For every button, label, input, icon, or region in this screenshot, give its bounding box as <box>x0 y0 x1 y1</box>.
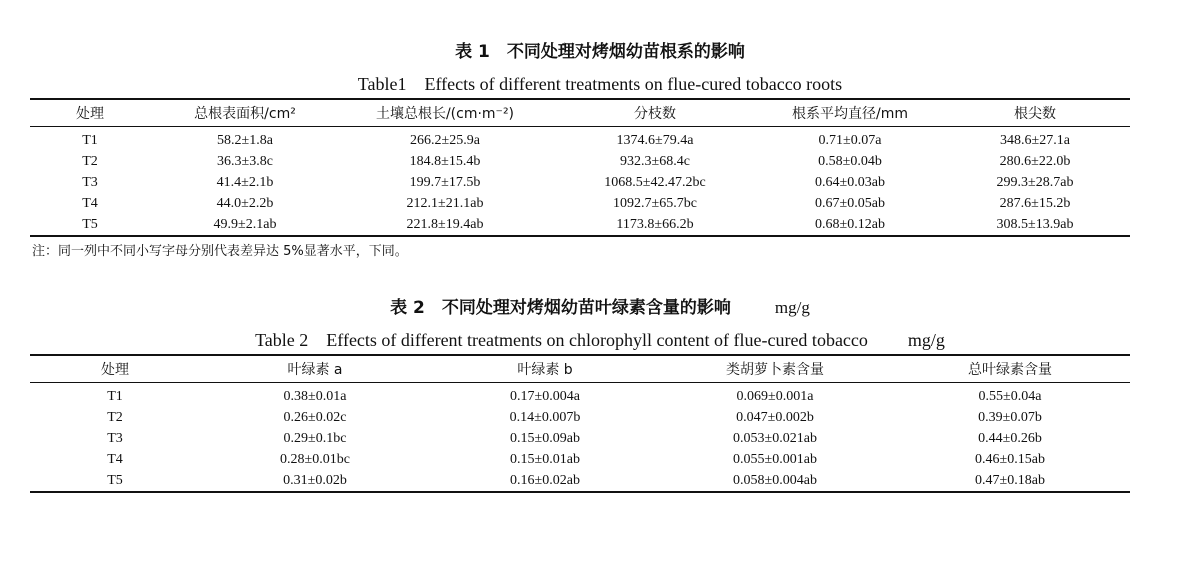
table-cell: 348.6±27.1a <box>1000 132 1070 148</box>
table2-caption-cn-unit: mg/g <box>774 298 810 317</box>
table-cell: T5 <box>30 214 150 236</box>
table1-caption-en: Table1 Effects of different treatments on flue-cured tobacco roots <box>357 74 843 94</box>
table-cell: 0.14±0.007b <box>509 409 581 425</box>
table-cell: 0.38±0.01a <box>283 388 347 404</box>
table-cell: T2 <box>107 409 123 425</box>
table-cell: 0.058±0.004ab <box>660 470 890 492</box>
table-cell: 0.17±0.004a <box>510 388 580 404</box>
table2 <box>30 354 1130 493</box>
table-cell: 0.47±0.18ab <box>890 470 1130 492</box>
table1-header-root-length: 土壤总根长/(cm·m⁻²) <box>340 99 550 127</box>
table2-header-treatment: 处理 <box>30 355 200 383</box>
table-cell: 1068.5±42.47.2bc <box>604 174 706 190</box>
table-cell: 44.0±2.2b <box>216 195 274 211</box>
table-row <box>30 383 1130 408</box>
table-cell: 0.047±0.002b <box>736 409 814 425</box>
table-cell: T1 <box>107 388 123 404</box>
table1-caption-cn: 表 1 不同处理对烤烟幼苗根系的影响 <box>455 42 745 62</box>
table-cell: 0.15±0.09ab <box>510 430 580 446</box>
table-row <box>30 151 1130 172</box>
table-cell: 36.3±3.8c <box>217 153 273 169</box>
table-cell: T2 <box>82 153 98 169</box>
table-row <box>30 449 1130 470</box>
table-cell: 221.8±19.4ab <box>340 214 550 236</box>
table-row <box>30 127 1130 152</box>
table-cell: 0.069±0.001a <box>736 388 814 404</box>
table-cell: 0.31±0.02b <box>200 470 430 492</box>
table-cell: 280.6±22.0b <box>999 153 1071 169</box>
table-cell: 0.39±0.07b <box>978 409 1042 425</box>
table-cell: 266.2±25.9a <box>410 132 480 148</box>
table-cell: T3 <box>82 174 98 190</box>
table-cell: 0.58±0.04b <box>818 153 882 169</box>
table-cell: T3 <box>107 430 123 446</box>
table2-header-carotenoid: 类胡萝卜素含量 <box>660 355 890 383</box>
table-cell: 0.055±0.001ab <box>733 451 817 467</box>
table-cell: 0.29±0.1bc <box>283 430 347 446</box>
table2-caption-en-text: Table 2 Effects of different treatments on chlorophyll content of flue-cured tobacco <box>255 330 868 350</box>
table-cell: T4 <box>107 451 123 467</box>
table2-header-chlorophyll-a: 叶绿素 a <box>200 355 430 383</box>
table1-note: 注：同一列中不同小写字母分别代表差异达 5%显著水平，下同。 <box>32 244 408 259</box>
table2-header-row <box>30 355 1130 383</box>
table1-header-branches: 分枝数 <box>550 99 760 127</box>
table-cell: 287.6±15.2b <box>999 195 1071 211</box>
table1-header-diameter: 根系平均直径/mm <box>760 99 940 127</box>
table-cell: 1092.7±65.7bc <box>613 195 697 211</box>
table2-caption-en <box>0 329 1200 351</box>
table1-header-tips: 根尖数 <box>940 99 1130 127</box>
table-cell: 1173.8±66.2b <box>550 214 760 236</box>
table-cell: 1374.6±79.4a <box>616 132 694 148</box>
table-cell: 0.053±0.021ab <box>733 430 817 446</box>
table-cell: 932.3±68.4c <box>620 153 690 169</box>
table-cell: 0.15±0.01ab <box>510 451 580 467</box>
table-cell: T5 <box>30 470 200 492</box>
table-cell: 0.64±0.03ab <box>815 174 885 190</box>
table-row <box>30 172 1130 193</box>
table1 <box>30 98 1130 237</box>
table-cell: T4 <box>82 195 98 211</box>
table1-header-surface-area: 总根表面积/cm² <box>150 99 340 127</box>
table-row <box>30 470 1130 492</box>
table-cell: 299.3±28.7ab <box>996 174 1074 190</box>
table-cell: 0.44±0.26b <box>978 430 1042 446</box>
table-cell: 0.68±0.12ab <box>760 214 940 236</box>
table-cell: 184.8±15.4b <box>409 153 481 169</box>
table-cell: 41.4±2.1b <box>216 174 274 190</box>
table-cell: 0.16±0.02ab <box>430 470 660 492</box>
table-cell: 0.26±0.02c <box>283 409 347 425</box>
table-row <box>30 407 1130 428</box>
table-cell: 212.1±21.1ab <box>406 195 484 211</box>
table2-header-chlorophyll-b: 叶绿素 b <box>430 355 660 383</box>
table-cell: 0.55±0.04a <box>978 388 1042 404</box>
table1-header-row <box>30 99 1130 127</box>
table-cell: 0.46±0.15ab <box>975 451 1045 467</box>
table-row <box>30 193 1130 214</box>
table2-caption-en-unit: mg/g <box>907 330 945 350</box>
table2-caption-cn-text: 表 2 不同处理对烤烟幼苗叶绿素含量的影响 <box>390 298 731 318</box>
table2-header-total-chlorophyll: 总叶绿素含量 <box>890 355 1130 383</box>
table-cell: 0.28±0.01bc <box>280 451 350 467</box>
table-cell: 0.71±0.07a <box>818 132 882 148</box>
table-cell: 49.9±2.1ab <box>150 214 340 236</box>
table2-caption-cn <box>0 297 1200 319</box>
table-row <box>30 428 1130 449</box>
table-cell: 58.2±1.8a <box>217 132 273 148</box>
table-row <box>30 214 1130 236</box>
table-cell: T1 <box>82 132 98 148</box>
table-cell: 199.7±17.5b <box>409 174 481 190</box>
table1-header-treatment: 处理 <box>30 99 150 127</box>
table-cell: 0.67±0.05ab <box>815 195 885 211</box>
table-cell: 308.5±13.9ab <box>940 214 1130 236</box>
